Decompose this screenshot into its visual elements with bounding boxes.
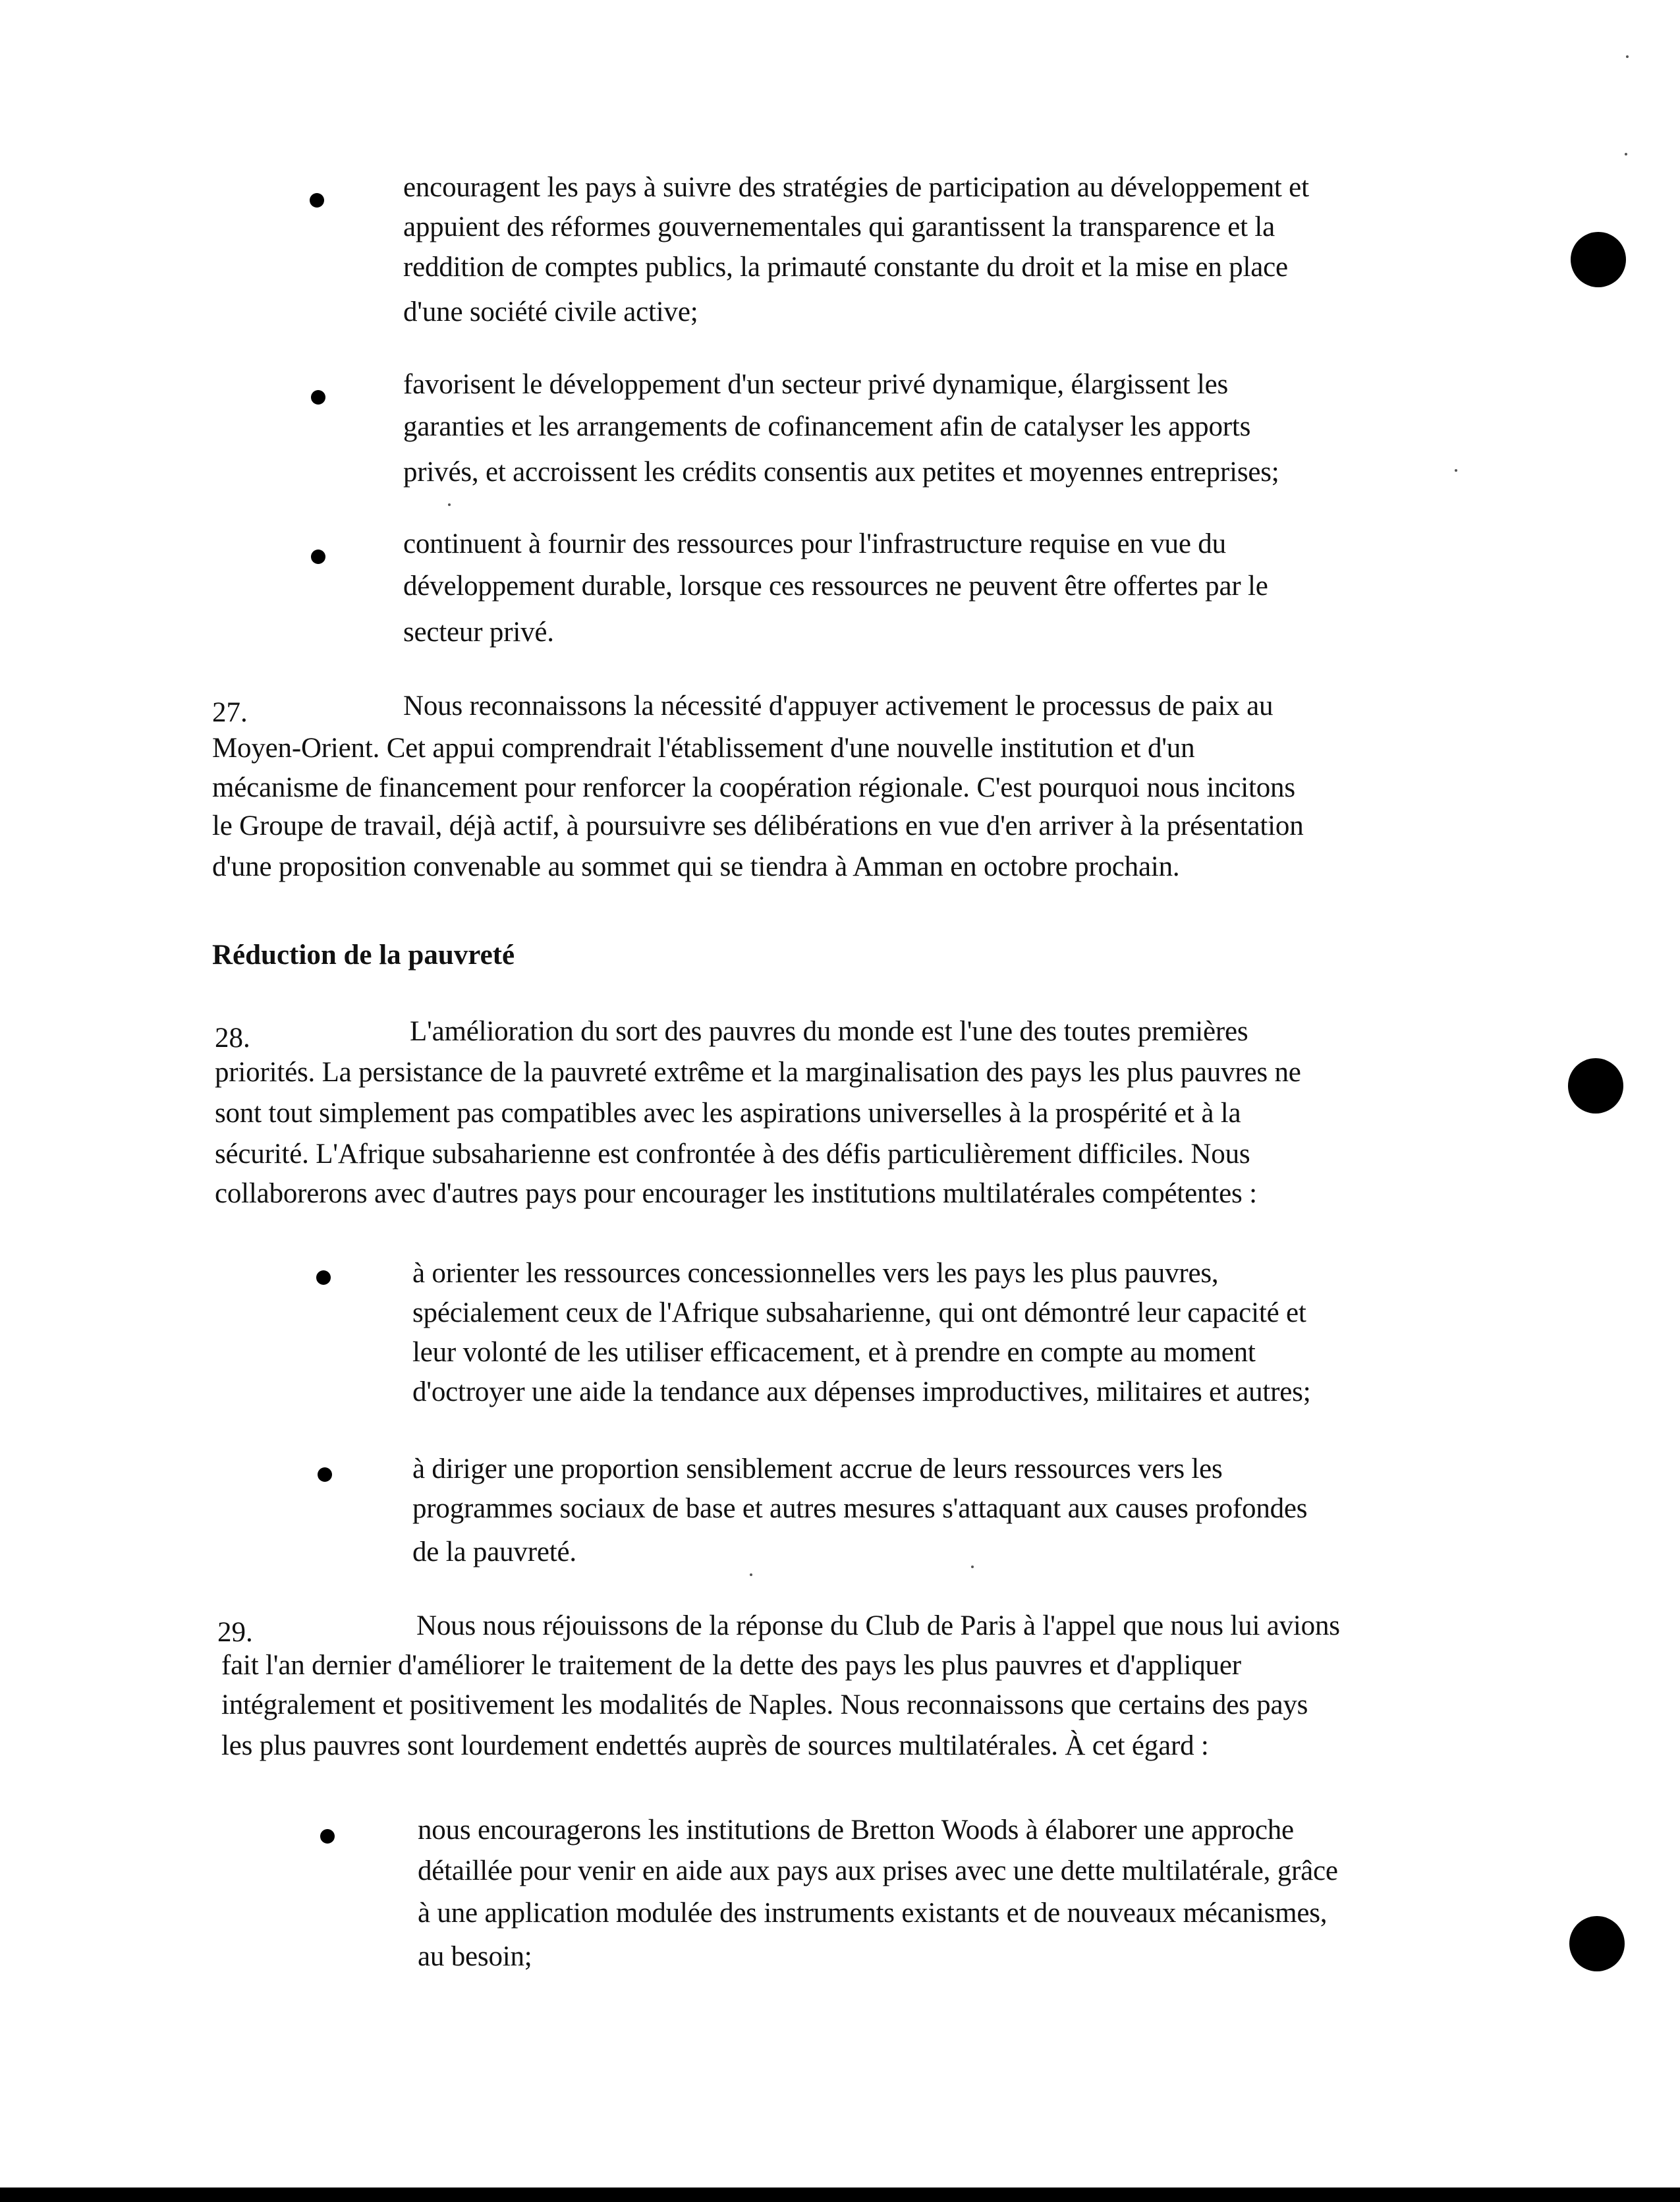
para-27-line-3: mécanisme de financement pour renforcer la coopération régionale. C'est pourquoi nous incitons	[212, 772, 1295, 803]
bullet-1-line-3: reddition de comptes publics, la primauté constante du droit et la mise en place	[403, 252, 1288, 283]
bullet-icon	[318, 1467, 332, 1482]
para-29-line-2: fait l'an dernier d'améliorer le traitement de la dette des pays les plus pauvres et d'appliquer	[221, 1650, 1241, 1681]
p28-bullet-1-line-3: leur volonté de les utiliser efficacement, et à prendre en compte au moment	[412, 1337, 1256, 1368]
scan-speck	[1455, 469, 1457, 472]
bullet-2-line-2: garanties et les arrangements de cofinancement afin de catalyser les apports	[403, 411, 1251, 442]
bullet-3-line-1: continuent à fournir des ressources pour l'infrastructure requise en vue du	[403, 528, 1226, 559]
punch-hole-middle	[1568, 1058, 1623, 1114]
para-28-line-5: collaborerons avec d'autres pays pour encourager les institutions multilatérales compétentes :	[215, 1178, 1257, 1209]
scan-speck	[1626, 55, 1629, 58]
para-27-line-4: le Groupe de travail, déjà actif, à poursuivre ses délibérations en vue d'en arriver à la présentation	[212, 810, 1304, 841]
para-28-line-1: L'amélioration du sort des pauvres du monde est l'une des toutes premières	[410, 1016, 1248, 1047]
p29-bullet-1-line-1: nous encouragerons les institutions de Bretton Woods à élaborer une approche	[418, 1815, 1294, 1846]
para-27-line-5: d'une proposition convenable au sommet qui se tiendra à Amman en octobre prochain.	[212, 851, 1180, 882]
bullet-1-line-1: encouragent les pays à suivre des stratégies de participation au développement et	[403, 172, 1309, 203]
p28-bullet-1-line-1: à orienter les ressources concessionnelles vers les pays les plus pauvres,	[412, 1258, 1219, 1289]
p29-bullet-1-line-2: détaillée pour venir en aide aux pays aux prises avec une dette multilatérale, grâce	[418, 1855, 1338, 1886]
p29-bullet-1-line-3: à une application modulée des instruments existants et de nouveaux mécanismes,	[418, 1898, 1328, 1929]
p28-bullet-1-line-2: spécialement ceux de l'Afrique subsaharienne, qui ont démontré leur capacité et	[412, 1297, 1306, 1328]
punch-hole-top	[1571, 232, 1626, 287]
para-28-line-4: sécurité. L'Afrique subsaharienne est confrontée à des défis particulièrement difficiles. Nous	[215, 1139, 1250, 1170]
punch-hole-bottom	[1569, 1916, 1625, 1971]
scan-speck	[448, 503, 451, 506]
bullet-3-line-2: développement durable, lorsque ces ressources ne peuvent être offertes par le	[403, 571, 1268, 602]
bullet-icon	[316, 1270, 331, 1285]
p28-bullet-2-line-3: de la pauvreté.	[412, 1537, 576, 1567]
bullet-2-line-3: privés, et accroissent les crédits consentis aux petites et moyennes entreprises;	[403, 457, 1279, 488]
para-29-line-3: intégralement et positivement les modalités de Naples. Nous reconnaissons que certains des pays	[221, 1689, 1308, 1720]
section-heading: Réduction de la pauvreté	[212, 940, 515, 971]
bullet-1-line-2: appuient des réformes gouvernementales qui garantissent la transparence et la	[403, 212, 1275, 242]
paragraph-number: 29.	[217, 1617, 253, 1648]
para-29-line-1: Nous nous réjouissons de la réponse du Club de Paris à l'appel que nous lui avions	[416, 1610, 1340, 1641]
p28-bullet-2-line-1: à diriger une proportion sensiblement accrue de leurs ressources vers les	[412, 1454, 1223, 1484]
bullet-icon	[311, 550, 325, 564]
scan-edge-bar	[0, 2188, 1680, 2202]
scan-speck	[750, 1573, 752, 1576]
bullet-2-line-1: favorisent le développement d'un secteur privé dynamique, élargissent les	[403, 369, 1229, 400]
paragraph-number: 28.	[215, 1023, 250, 1054]
bullet-1-line-4: d'une société civile active;	[403, 296, 698, 327]
bullet-icon	[320, 1829, 335, 1844]
bullet-icon	[310, 193, 324, 208]
para-28-line-2: priorités. La persistance de la pauvreté extrême et la marginalisation des pays les plus pauvres ne	[215, 1057, 1301, 1088]
p28-bullet-1-line-4: d'octroyer une aide la tendance aux dépenses improductives, militaires et autres;	[412, 1376, 1311, 1407]
paragraph-number: 27.	[212, 697, 248, 728]
p29-bullet-1-line-4: au besoin;	[418, 1941, 532, 1972]
para-28-line-3: sont tout simplement pas compatibles avec les aspirations universelles à la prospérité et à la	[215, 1098, 1241, 1129]
bullet-icon	[311, 390, 325, 405]
scan-speck	[1625, 153, 1627, 155]
para-29-line-4: les plus pauvres sont lourdement endettés auprès de sources multilatérales. À cet égard :	[221, 1730, 1209, 1761]
scan-speck	[971, 1566, 974, 1568]
p28-bullet-2-line-2: programmes sociaux de base et autres mesures s'attaquant aux causes profondes	[412, 1493, 1308, 1524]
para-27-line-1: Nous reconnaissons la nécessité d'appuyer activement le processus de paix au	[403, 691, 1274, 721]
bullet-3-line-3: secteur privé.	[403, 617, 554, 648]
para-27-line-2: Moyen-Orient. Cet appui comprendrait l'établissement d'une nouvelle institution et d'un	[212, 733, 1195, 764]
